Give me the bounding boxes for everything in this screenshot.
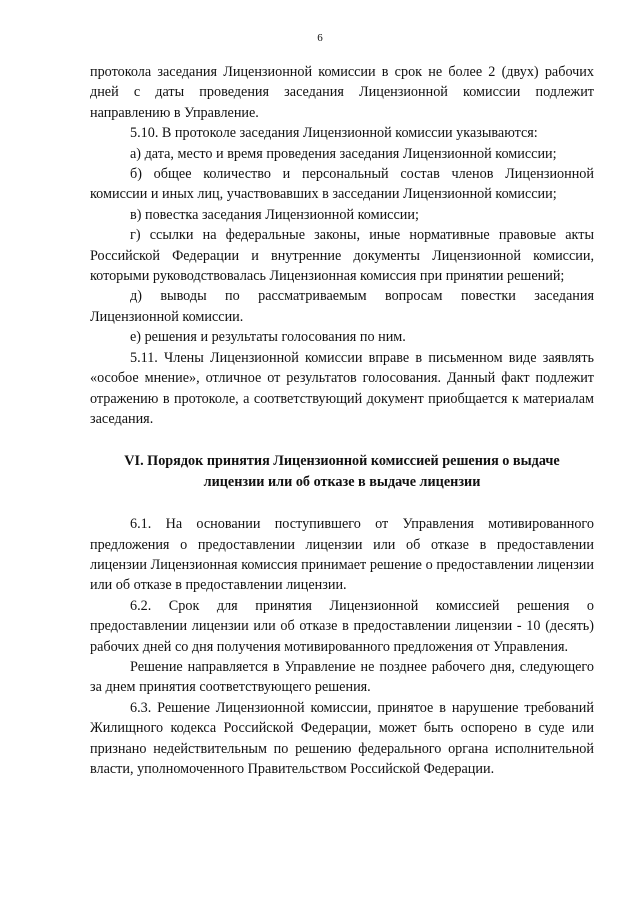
paragraph: протокола заседания Лицензионной комиссии в срок не более 2 (двух) рабочих дней с даты проведения заседания Лицензионной комиссии подлежит направлению в Управление. — [90, 64, 594, 121]
paragraph: 6.1. На основании поступившего от Управления мотивированного предложения о предоставлении лицензии или об отказе в предоставлении лицензии Лицензионная комиссия принимает решение о предоставлении лицензии или об отказе в предоставлении лицензии. — [90, 516, 594, 594]
paragraph: г) ссылки на федеральные законы, иные нормативные правовые акты Российской Федерации и внутренние документы Лицензионной комиссии, которыми руководствовалась Лицензионная комиссия при принятии решений; — [90, 227, 594, 285]
paragraph: в) повестка заседания Лицензионной комиссии; — [130, 206, 419, 223]
paragraph: б) общее количество и персональный состав членов Лицензионной комиссии и иных лиц, участвовавших в засседании Лицензионной комиссии; — [90, 166, 594, 203]
paragraph: 6.3. Решение Лицензионной комиссии, принятое в нарушение требований Жилищного кодекса Российской Федерации, может быть оспорено в суде или признано недействительным по решению федерального органа исполнительной власти, уполномоченного Правительством Российской Федерации. — [90, 699, 594, 777]
section-title: VI. Порядок принятия Лицензионной комиссией решения о выдаче лицензии или об отказе в выдаче лицензии — [124, 453, 560, 490]
paragraph: е) решения и результаты голосования по ним. — [130, 329, 406, 346]
paragraphs-after-section — [90, 514, 594, 779]
paragraph: 6.2. Срок для принятия Лицензионной комиссией решения о предоставлении лицензии или об отказе в предоставлении лицензии - 10 (десять) рабочих дней со дня получения мотивированного предложения от Управления. — [90, 597, 594, 655]
paragraph: 5.11. Члены Лицензионной комиссии вправе в письменном виде заявлять «особое мнение», отличное от результатов голосования. Данный факт подлежит отражению в протоколе, а соответствующий документ приобщается к материалам заседания. — [90, 349, 594, 427]
paragraph: д) выводы по рассматриваемым вопросам повестки заседания Лицензионной комиссии. — [90, 288, 594, 325]
paragraph: 5.10. В протоколе заседания Лицензионной комиссии указываются: — [130, 125, 538, 142]
paragraph: Решение направляется в Управление не позднее рабочего дня, следующего за днем принятия соответствующего решения. — [90, 658, 594, 696]
paragraph: а) дата, место и время проведения заседания Лицензионной комиссии; — [130, 145, 557, 162]
page-number: 6 — [317, 32, 323, 44]
paragraphs-before-section — [90, 62, 594, 429]
document-body — [90, 62, 594, 779]
